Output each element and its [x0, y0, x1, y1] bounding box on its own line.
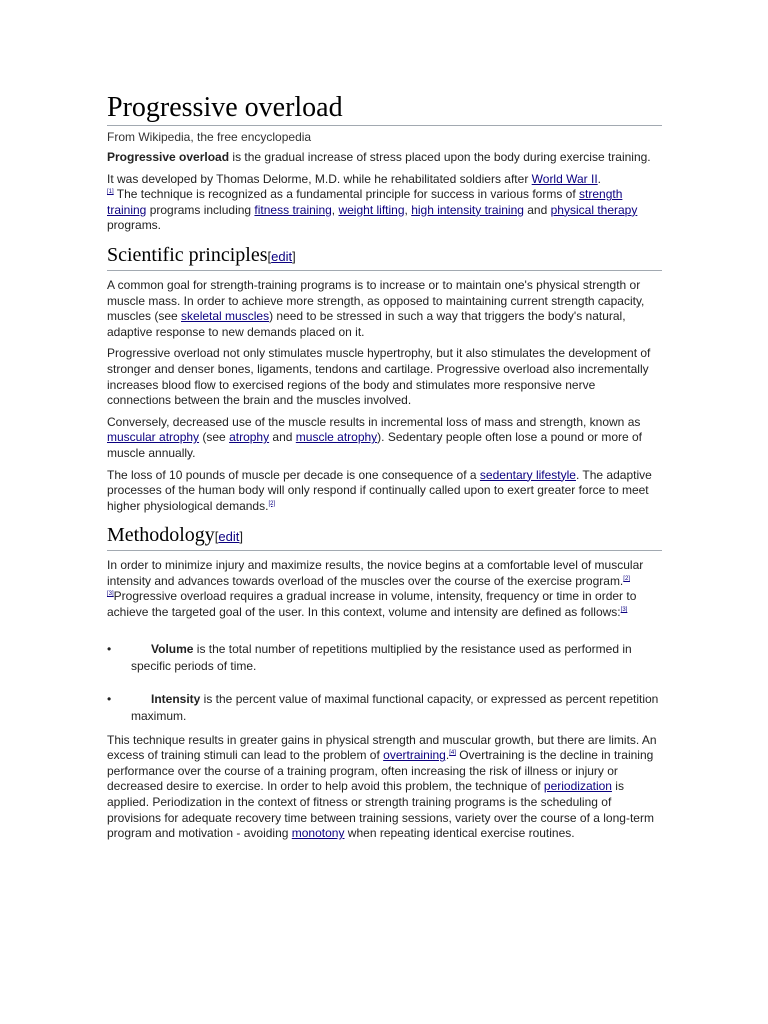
body-text: The loss of 10 pounds of muscle per decade is one consequence of a: [107, 467, 480, 482]
body-text: is applied. Periodization in the context of fitness or strength training programs is the scheduling of provisions for adequate recovery time between training sessions, variety over the course of a long-term program and motivation - avoiding: [107, 779, 654, 841]
link-world-war-ii[interactable]: World War II: [531, 171, 598, 186]
reference-link[interactable]: [3]: [620, 607, 628, 614]
link-overtraining[interactable]: overtraining: [383, 748, 446, 763]
reference-4[interactable]: [449, 750, 456, 756]
section2-paragraph-1: [107, 558, 662, 620]
section-heading-methodology: [107, 524, 662, 551]
link-weight-lifting[interactable]: weight lifting: [338, 202, 405, 217]
article-content: [107, 92, 662, 848]
reference-2[interactable]: [268, 501, 275, 507]
edit-bracket-close: ]: [239, 529, 243, 545]
link-skeletal-muscles[interactable]: skeletal muscles: [181, 309, 270, 324]
link-atrophy[interactable]: atrophy: [229, 430, 270, 445]
list-term: Volume: [151, 641, 194, 656]
edit-section-link-wrapper: [215, 529, 243, 544]
link-muscular-atrophy[interactable]: muscular atrophy: [107, 430, 200, 445]
body-text: and: [269, 430, 296, 445]
bullet-icon: •: [107, 641, 112, 656]
intro-text: and: [523, 202, 551, 217]
section1-paragraph-2: Progressive overload not only stimulates muscle hypertrophy, but it also stimulates the development of stronger and denser bones, ligaments, tendons and cartilage. Progressive overload also incrementally increases blood flow to exercised regions of the body and stimulates more responsive nerve connections between the brain and the muscles involved.: [107, 346, 651, 408]
body-text: ) need to be stressed in such a way that triggers the body's natural, adaptive response to new demands placed on it.: [107, 309, 626, 339]
edit-bracket-close: ]: [292, 248, 296, 264]
definition-list: [107, 641, 662, 725]
intro-text: The technique is recognized as a fundamental principle for success in various forms of: [113, 187, 580, 202]
body-text: A common goal for strength-training programs is to increase or to maintain one's physical strength or muscle mass. In order to achieve more strength, as opposed to maintaining current strength capacity, muscles (see: [107, 277, 645, 324]
intro-text: .: [597, 171, 602, 186]
body-text: Overtraining is the decline in training performance over the course of a training program, often increasing the risk of illness or injury or decreased desire to exercise. In order to help avoid this problem, the technique of: [107, 748, 654, 794]
section-heading-text: Scientific principles: [107, 243, 268, 266]
link-sedentary-lifestyle[interactable]: sedentary lifestyle: [479, 467, 576, 482]
section-heading-scientific-principles: [107, 244, 662, 271]
edit-bracket-open: [: [267, 248, 272, 264]
reference-3[interactable]: [621, 607, 628, 613]
body-text: .: [445, 748, 450, 763]
list-item-volume: [107, 641, 662, 675]
bullet-icon: •: [107, 691, 112, 706]
link-monotony[interactable]: monotony: [291, 826, 345, 841]
section2-paragraph-2: [107, 733, 662, 842]
list-text: is the total number of repetitions multiplied by the resistance used as performed in specific periods of time.: [131, 641, 632, 673]
page-title: Progressive overload: [107, 92, 662, 126]
edit-section-link[interactable]: edit: [271, 248, 293, 264]
body-text: In order to minimize injury and maximize results, the novice begins at a comfortable level of muscular intensity and advances towards overload of the muscles over the course of the exercise program.: [107, 558, 644, 588]
intro-text: is the gradual increase of stress placed upon the body during exercise training.: [229, 150, 651, 164]
intro-paragraph-1: [107, 150, 662, 166]
link-physical-therapy[interactable]: physical therapy: [550, 202, 638, 217]
body-text: (see: [199, 430, 230, 445]
intro-text: programs including: [146, 202, 255, 217]
intro-text: ,: [404, 202, 412, 217]
body-text: Progressive overload requires a gradual increase in volume, intensity, frequency or time in order to achieve the targeted goal of the user. In this context, volume and intensity are defined as follows:: [107, 589, 637, 620]
reference-link[interactable]: [2][3]: [107, 575, 630, 598]
intro-text: It was developed by Thomas Delorme, M.D. while he rehabilitated soldiers after: [107, 171, 532, 186]
edit-bracket-open: [: [214, 529, 219, 545]
list-term: Intensity: [151, 691, 201, 706]
edit-section-link[interactable]: edit: [218, 529, 240, 545]
body-text: . The adaptive processes of the human body will only respond if continually called upon to exert greater force to meet higher physiological demands.: [107, 467, 652, 513]
section1-paragraph-3: [107, 415, 662, 462]
reference-1[interactable]: [107, 189, 114, 195]
edit-section-link-wrapper: [268, 249, 296, 264]
intro-bold-term: Progressive overload: [107, 150, 230, 164]
list-text: is the percent value of maximal functional capacity, or expressed as percent repetition maximum.: [131, 691, 659, 723]
link-strength-training[interactable]: strength training: [107, 187, 623, 217]
body-text: ). Sedentary people often lose a pound or more of muscle annually.: [107, 430, 643, 460]
link-periodization[interactable]: periodization: [543, 779, 612, 794]
page-subtitle: From Wikipedia, the free encyclopedia: [107, 130, 312, 144]
section1-paragraph-4: [107, 468, 662, 515]
reference-link[interactable]: [4]: [449, 750, 456, 757]
link-muscle-atrophy[interactable]: muscle atrophy: [295, 430, 378, 445]
body-text: Conversely, decreased use of the muscle results in incremental loss of mass and strength, known as: [107, 414, 641, 429]
link-fitness-training[interactable]: fitness training: [254, 202, 332, 217]
body-text: when repeating identical exercise routines.: [344, 826, 575, 841]
intro-paragraph-2: [107, 172, 662, 234]
reference-link[interactable]: [1]: [107, 189, 114, 196]
list-item-intensity: [107, 691, 662, 725]
reference-link[interactable]: [2]: [268, 500, 276, 507]
section1-paragraph-1: [107, 278, 662, 340]
intro-text: programs.: [107, 218, 162, 233]
link-high-intensity-training[interactable]: high intensity training: [411, 202, 524, 217]
intro-text: ,: [331, 202, 339, 217]
body-text: This technique results in greater gains in physical strength and muscular growth, but there are limits. An excess of training stimuli can lead to the problem of: [107, 732, 657, 763]
section-heading-text: Methodology: [107, 524, 215, 547]
